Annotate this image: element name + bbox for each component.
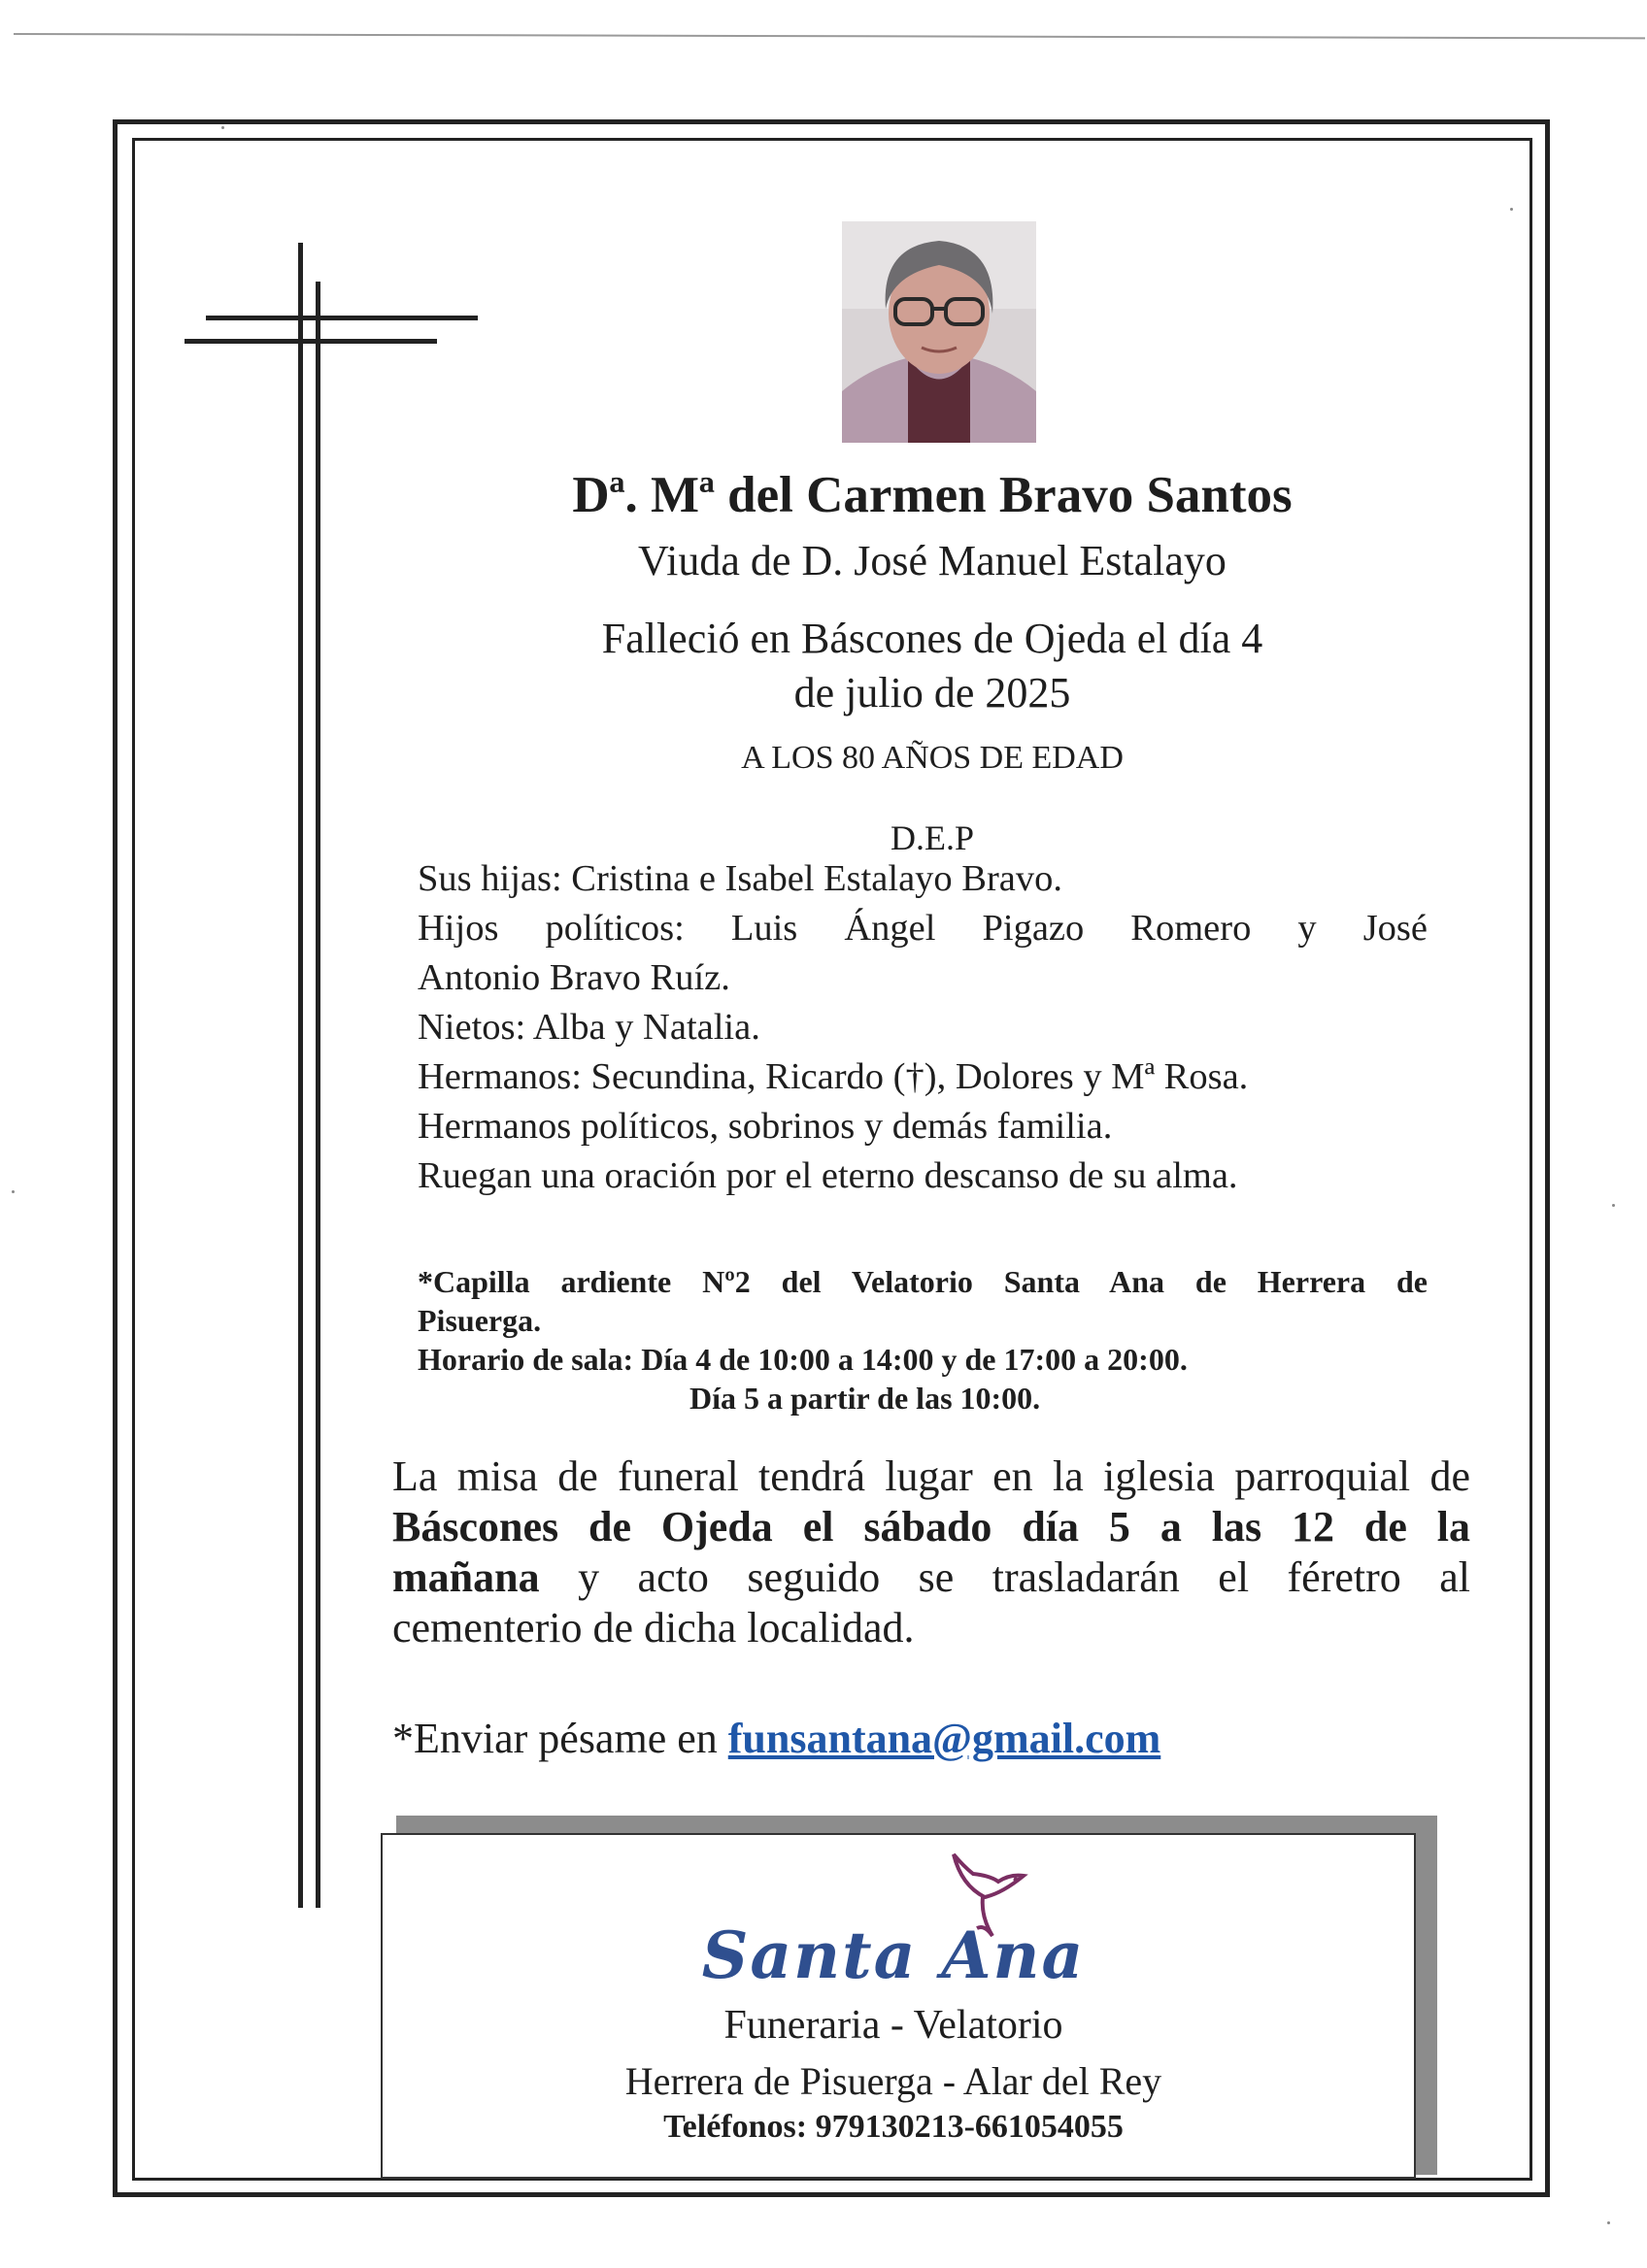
funeral-line: La misa de funeral tendrá lugar en la iglesia parroquial de [392, 1452, 1470, 1500]
family-line: Sus hijas: Cristina e Isabel Estalayo Bravo. [418, 858, 1063, 899]
chapel-line: Pisuerga. [418, 1303, 542, 1338]
family-line: Hijos políticos: Luis Ángel Pigazo Romero y José [418, 908, 1428, 949]
chapel-info [418, 1262, 1428, 1418]
scan-speck [12, 1190, 15, 1193]
age-line: A LOS 80 AÑOS DE EDAD [741, 740, 1124, 776]
funeral-line [392, 1552, 1470, 1603]
chapel-line: Horario de sala: Día 4 de 10:00 a 14:00 y de 17:00 a 20:00. [418, 1342, 1188, 1377]
deceased-portrait [842, 221, 1036, 443]
dep-line: D.E.P [890, 818, 974, 857]
funeral-line-bold: Báscones de Ojeda el sábado día 5 a las 12 de la [392, 1503, 1470, 1551]
funeral-line-rest: y acto seguido se trasladarán el féretro al [539, 1553, 1470, 1601]
scan-edge-line [14, 33, 1645, 39]
family-line: Nietos: Alba y Natalia. [418, 1007, 760, 1048]
scan-speck [1607, 2221, 1610, 2224]
chapel-line: Día 5 a partir de las 10:00. [689, 1381, 1041, 1416]
death-info-line1: Falleció en Báscones de Ojeda el día 4 [601, 615, 1263, 662]
family-line: Hermanos: Secundina, Ricardo (†), Dolores y Mª Rosa. [418, 1056, 1249, 1097]
condolence-label: *Enviar pésame en [392, 1715, 728, 1762]
family-line: Hermanos políticos, sobrinos y demás familia. [418, 1106, 1113, 1147]
condolence-line [392, 1714, 1160, 1763]
company-locations: Herrera de Pisuerga - Alar del Rey [624, 2059, 1162, 2103]
deceased-name: Dª. Mª del Carmen Bravo Santos [572, 467, 1293, 523]
company-phones: Teléfonos: 979130213-661054055 [663, 2109, 1124, 2145]
condolence-email-link[interactable]: funsantana@gmail.com [727, 1715, 1161, 1762]
scan-speck [1612, 1204, 1615, 1207]
family-line: Antonio Bravo Ruíz. [418, 957, 730, 998]
funeral-morning-bold: mañana [392, 1553, 540, 1601]
family-line: Ruegan una oración por el eterno descanso de su alma. [418, 1155, 1238, 1196]
death-info-line2: de julio de 2025 [793, 669, 1071, 717]
chapel-line: *Capilla ardiente Nº2 del Velatorio Santa Ana de Herrera de [418, 1264, 1428, 1299]
funeral-info [392, 1451, 1470, 1653]
family-list [418, 854, 1428, 1201]
funeral-line: cementerio de dicha localidad. [392, 1604, 915, 1651]
company-subtitle: Funeraria - Velatorio [723, 2003, 1063, 2048]
widow-of: Viuda de D. José Manuel Estalayo [638, 537, 1227, 584]
company-brand: Santa Ana [701, 1918, 1086, 1993]
